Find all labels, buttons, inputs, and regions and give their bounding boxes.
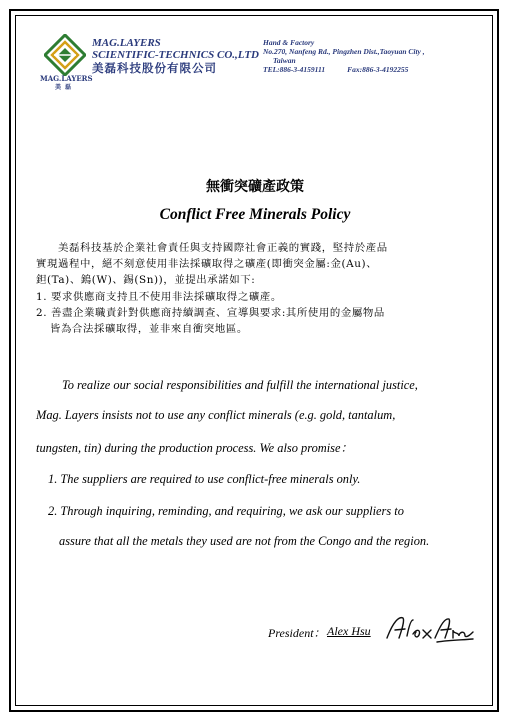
company-name-line2: SCIENTIFIC-TECHNICS CO.,LTD	[92, 49, 259, 61]
english-line-2: Mag. Layers insists not to use any conflict minerals (e.g. gold, tantalum,	[36, 408, 396, 422]
fax-number: Fax:886-3-4192255	[347, 65, 409, 74]
handwritten-signature	[383, 612, 475, 646]
english-line-1: To realize our social responsibilities and fulfill the international justice,	[62, 378, 418, 392]
english-item-1: 1. The suppliers are required to use conflict-free minerals only.	[48, 472, 361, 486]
address-line1: No.270, Nanfeng Rd., Pingzhen Dist.,Taoyuan City ,	[263, 47, 425, 56]
company-name-line1: MAG.LAYERS	[92, 37, 161, 49]
logo-caption-en: MAG.LAYERS	[40, 74, 93, 83]
english-item-2-cont: assure that all the metals they used are not from the Congo and the region.	[59, 534, 430, 548]
title-chinese: 無衝突礦產政策	[206, 179, 304, 195]
chinese-line-3: 鉭(Ta)、鎢(W)、錫(Sn))，並提出承諾如下:	[36, 274, 256, 287]
address-label: Hand & Factory	[263, 38, 315, 47]
chinese-policy-text	[36, 240, 476, 337]
company-name-block	[92, 37, 259, 76]
company-logo-icon	[44, 34, 86, 76]
company-name-cn: 美磊科技股份有限公司	[92, 61, 217, 75]
chinese-item-2: 2. 善盡企業職責針對供應商持續調查、宣導與要求:其所使用的金屬物品	[36, 306, 385, 319]
page-border-inner	[15, 15, 493, 706]
logo-caption-cn: 美磊	[54, 84, 75, 91]
president-label: President：	[268, 626, 326, 640]
chinese-item-2-cont: 皆為合法採礦取得，並非來自衝突地區。	[50, 323, 248, 336]
english-line-3: tungsten, tin) during the production process. We also promise：	[36, 441, 353, 455]
english-item-2: 2. Through inquiring, reminding, and requiring, we ask our suppliers to	[48, 504, 404, 518]
chinese-line-2: 實現過程中，絕不刻意使用非法採礦取得之礦產(即衝突金屬:金(Au)、	[36, 258, 378, 271]
phone-number: TEL:886-3-4159111	[263, 65, 326, 74]
chinese-line-1: 美磊科技基於企業社會責任與支持國際社會正義的實踐，堅持於產品	[58, 242, 388, 254]
title-english: Conflict Free Minerals Policy	[159, 206, 351, 223]
address-line2: Taiwan	[273, 56, 296, 65]
contact-block	[263, 38, 493, 74]
president-name: Alex Hsu	[327, 624, 371, 638]
chinese-item-1: 1. 要求供應商支持且不使用非法採礦取得之礦產。	[36, 290, 282, 303]
logo-caption	[40, 74, 93, 92]
